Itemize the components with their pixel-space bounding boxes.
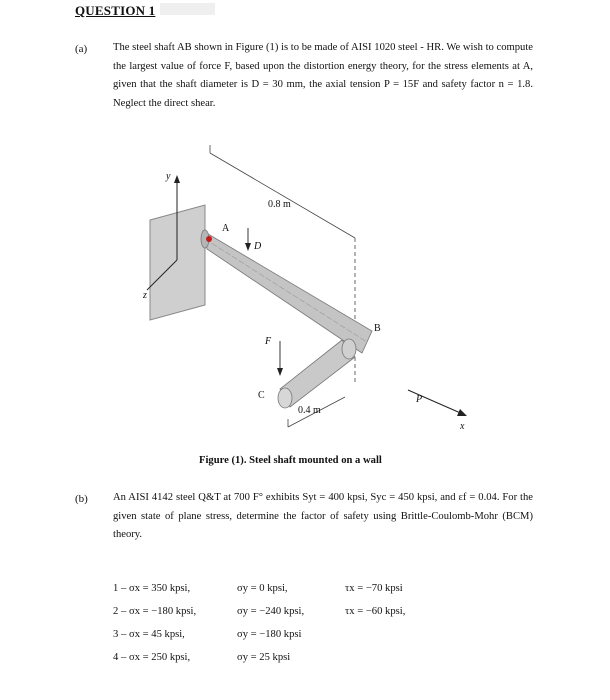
dim-line-long — [210, 153, 355, 238]
question-title: QUESTION 1 — [75, 3, 156, 18]
label-p: P — [416, 394, 423, 405]
case-tau-xy: τx = −70 kpsi — [345, 583, 403, 594]
case-sigma-x: σx = 250 kpsi, — [129, 652, 191, 663]
case-number: 4 – — [113, 652, 127, 663]
case-sigma-x: σx = −180 kpsi, — [129, 606, 197, 617]
label-d: D — [254, 241, 262, 252]
x-axis-label: x — [460, 421, 465, 432]
y-axis-label: y — [166, 171, 171, 182]
case-number: 3 – — [113, 629, 127, 640]
shaft-ab — [203, 231, 372, 353]
part-a-label: (a) — [75, 43, 88, 55]
case-sigma-x: σx = 45 kpsi, — [129, 629, 185, 640]
case-sigma-y: σy = 25 kpsi — [237, 652, 291, 663]
label-a: A — [222, 223, 230, 234]
part-a-text: The steel shaft AB shown in Figure (1) is to be made of AISI 1020 steel - HR. We wish to compute the largest value of force F, based upon the distortion energy theory, for the stress elements at A, given that the shaft diameter is D = 30 mm, the axial tension P = 15F and safety factor n = 1.8. Neglect the direct shear. — [113, 42, 533, 109]
case-sigma-y: σy = 0 kpsi, — [237, 583, 288, 594]
point-a-marker — [206, 236, 212, 242]
z-axis-label: z — [143, 290, 147, 301]
faded-header-box — [160, 3, 215, 15]
dim-label-long: 0.8 m — [268, 199, 291, 210]
figure-caption: Figure (1). Steel shaft mounted on a wall — [199, 455, 382, 466]
label-c: C — [258, 390, 265, 401]
figure-shaft-diagram — [130, 135, 490, 440]
case-number: 2 – — [113, 606, 127, 617]
case-tau-xy: τx = −60 kpsi, — [345, 606, 406, 617]
case-sigma-x: σx = 350 kpsi, — [129, 583, 191, 594]
case-sigma-y: σy = −240 kpsi, — [237, 606, 305, 617]
case-sigma-y: σy = −180 kpsi — [237, 629, 302, 640]
dim-label-short: 0.4 m — [298, 405, 321, 416]
label-b: B — [374, 323, 381, 334]
part-b-label: (b) — [75, 493, 88, 505]
case-number: 1 – — [113, 583, 127, 594]
label-f: F — [265, 336, 272, 347]
part-b-text: An AISI 4142 steel Q&T at 700 F° exhibits Syt = 400 kpsi, Syc = 450 kpsi, and εf = 0.04. For the given state of plane stress, determine the factor of safety using Brittle-Coulomb-Mohr (BCM) theory. — [113, 492, 533, 541]
